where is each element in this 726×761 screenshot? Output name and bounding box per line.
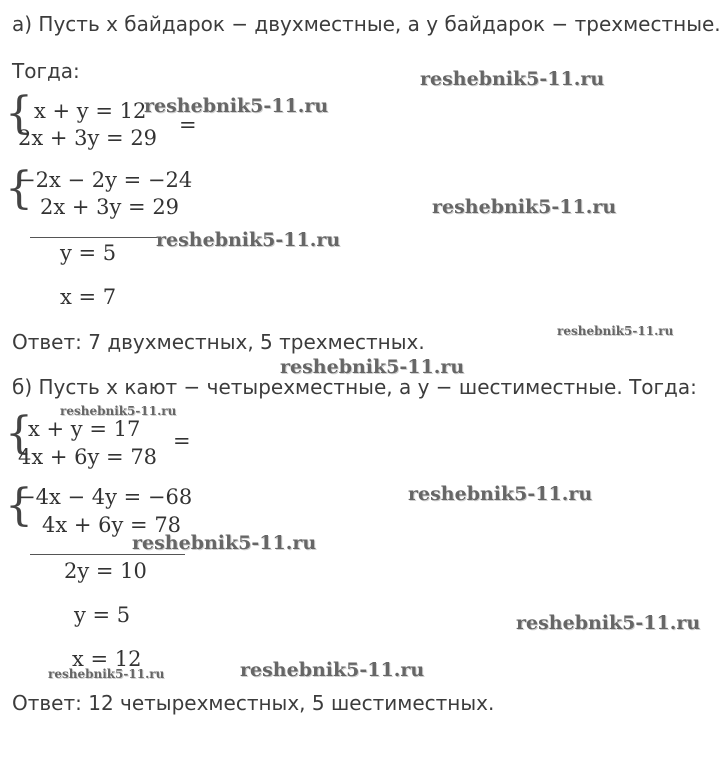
system-brace: { bbox=[5, 88, 33, 139]
part-b-result-y: y = 5 bbox=[74, 603, 131, 627]
part-a-intro: а) Пусть x байдарок − двухместные, а y байдарок − трехместные. bbox=[12, 12, 721, 36]
watermark: reshebnik5-11.ru bbox=[408, 483, 593, 505]
part-a-sys1-eq2: 2x + 3y = 29 bbox=[18, 126, 158, 150]
watermark: reshebnik5-11.ru bbox=[557, 324, 674, 338]
part-b-sys2-eq2: 4x + 6y = 78 bbox=[42, 513, 182, 537]
system-brace: { bbox=[5, 408, 33, 459]
watermark: reshebnik5-11.ru bbox=[132, 532, 317, 554]
watermark: reshebnik5-11.ru bbox=[240, 659, 425, 681]
addition-rule bbox=[30, 237, 160, 238]
equivalence-sign: = bbox=[173, 429, 191, 453]
watermark: reshebnik5-11.ru bbox=[432, 196, 617, 218]
part-b-result-x: x = 12 bbox=[72, 647, 142, 671]
equivalence-sign: = bbox=[179, 113, 197, 137]
part-b-intro: б) Пусть x кают − четырехместные, а y − шестиместные. Тогда: bbox=[12, 375, 697, 399]
watermark: reshebnik5-11.ru bbox=[280, 356, 465, 378]
part-b-answer: Ответ: 12 четырехместных, 5 шестиместных. bbox=[12, 691, 495, 715]
watermark: reshebnik5-11.ru bbox=[48, 667, 165, 681]
part-a-sys2-eq2: 2x + 3y = 29 bbox=[40, 195, 180, 219]
watermark: reshebnik5-11.ru bbox=[156, 229, 341, 251]
part-a-sys2-eq1: −2x − 2y = −24 bbox=[18, 168, 193, 192]
watermark: reshebnik5-11.ru bbox=[144, 95, 329, 117]
part-a-answer: Ответ: 7 двухместных, 5 трехместных. bbox=[12, 330, 425, 354]
system-brace: { bbox=[5, 163, 33, 214]
watermark: reshebnik5-11.ru bbox=[516, 612, 701, 634]
part-a-sys1-eq1: x + y = 12 bbox=[34, 99, 147, 123]
part-b-sys1-eq2: 4x + 6y = 78 bbox=[18, 445, 158, 469]
part-b-sys2-eq1: −4x − 4y = −68 bbox=[18, 485, 193, 509]
watermark: reshebnik5-11.ru bbox=[420, 68, 605, 90]
part-b-sys1-eq1: x + y = 17 bbox=[28, 417, 141, 441]
part-a-then: Тогда: bbox=[12, 59, 80, 83]
part-b-result-2y: 2y = 10 bbox=[64, 559, 147, 583]
part-a-result-x: x = 7 bbox=[60, 285, 117, 309]
watermark: reshebnik5-11.ru bbox=[60, 404, 177, 418]
system-brace: { bbox=[5, 480, 33, 531]
addition-rule bbox=[30, 554, 185, 555]
part-a-result-y: y = 5 bbox=[60, 241, 117, 265]
